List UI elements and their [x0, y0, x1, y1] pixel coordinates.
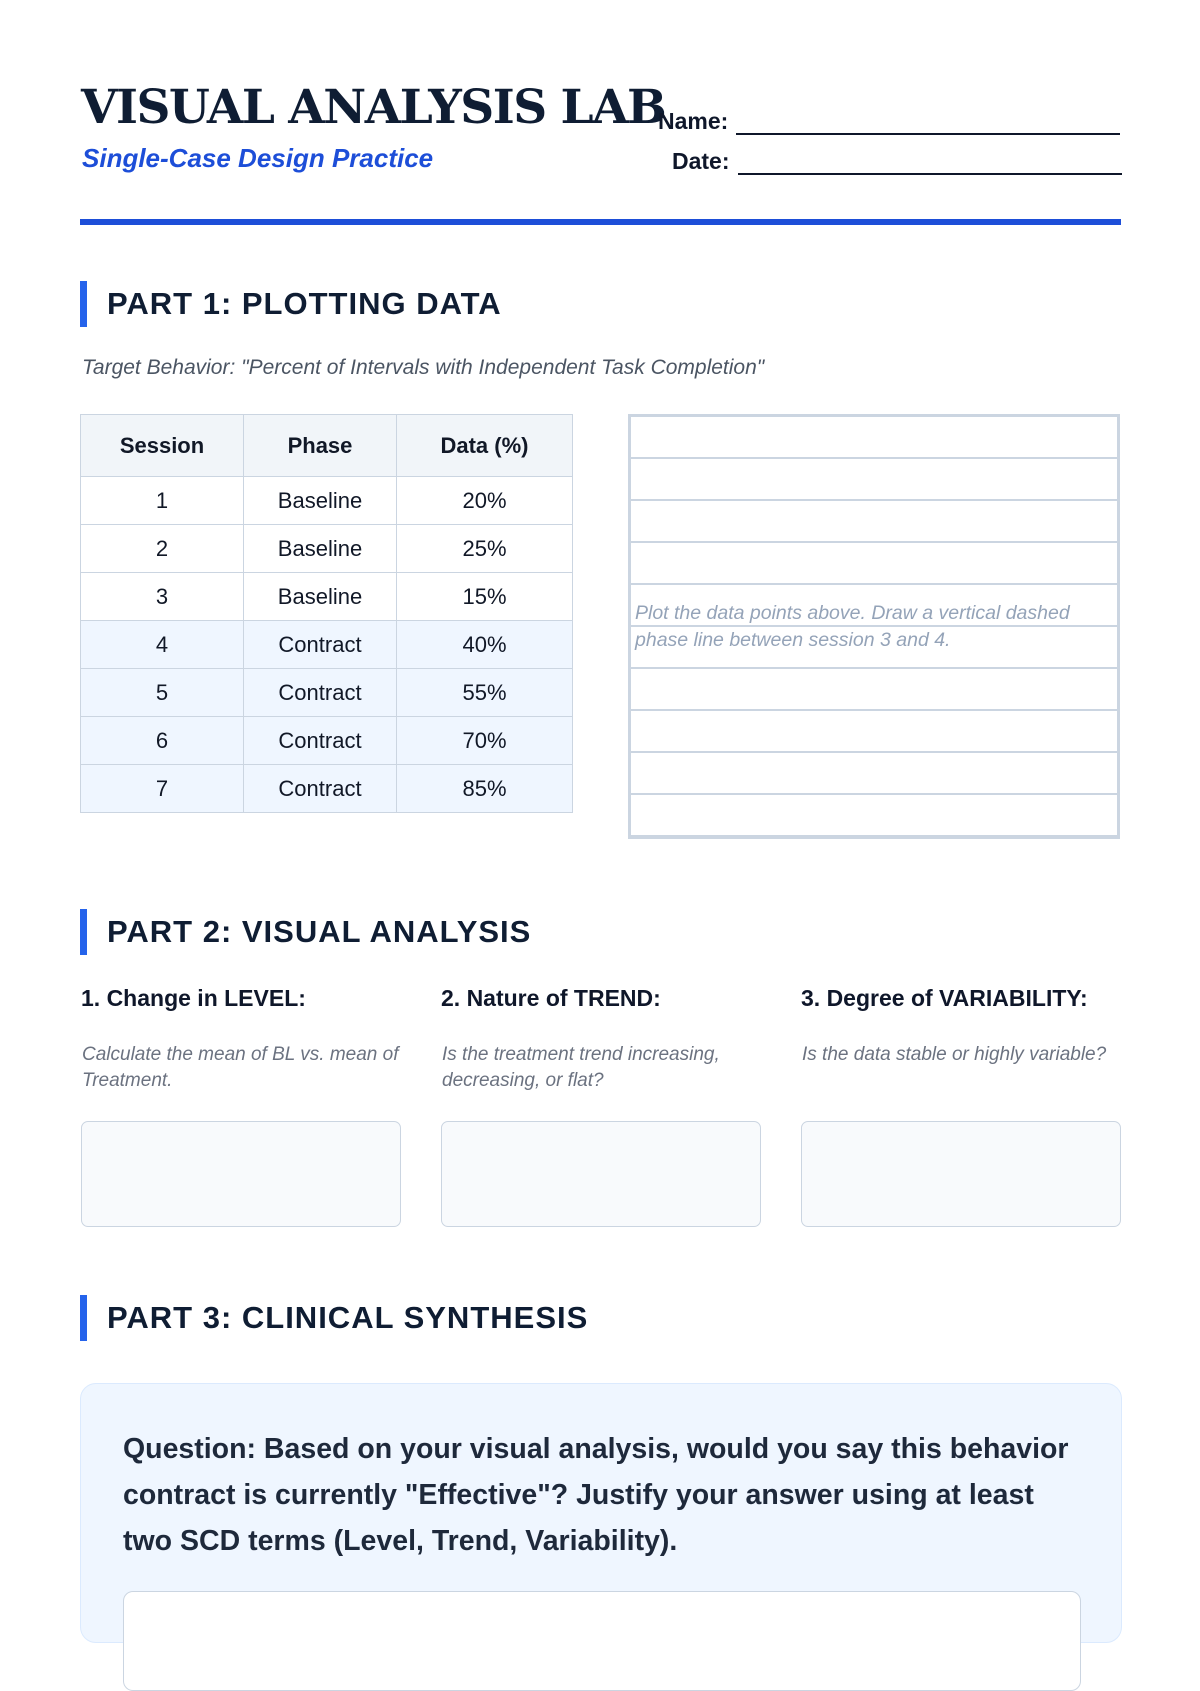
trend-answer-box[interactable]	[441, 1121, 761, 1227]
table-header-session: Session	[81, 415, 244, 477]
table-cell-data: 85%	[397, 765, 573, 813]
session-data-table	[80, 414, 573, 813]
table-cell-data: 70%	[397, 717, 573, 765]
variability-question-title: 3. Degree of VARIABILITY:	[801, 985, 1088, 1011]
name-field[interactable]	[658, 108, 1120, 135]
trend-question-title: 2. Nature of TREND:	[441, 985, 661, 1011]
table-cell-session: 6	[81, 717, 244, 765]
table-row	[81, 765, 573, 813]
table-cell-phase: Contract	[244, 621, 397, 669]
table-cell-data: 15%	[397, 573, 573, 621]
table-header-row	[81, 415, 573, 477]
table-row	[81, 477, 573, 525]
table-row	[81, 669, 573, 717]
synthesis-answer-box[interactable]	[123, 1591, 1081, 1691]
table-header-data: Data (%)	[397, 415, 573, 477]
table-cell-data: 40%	[397, 621, 573, 669]
table-cell-phase: Contract	[244, 765, 397, 813]
level-question-title: 1. Change in LEVEL:	[81, 985, 306, 1011]
table-cell-session: 2	[81, 525, 244, 573]
worksheet-title: VISUAL ANALYSIS LAB	[81, 80, 666, 135]
table-header-phase: Phase	[244, 415, 397, 477]
name-blank-line[interactable]	[736, 111, 1120, 135]
table-cell-session: 1	[81, 477, 244, 525]
table-cell-phase: Baseline	[244, 525, 397, 573]
level-question-hint: Calculate the mean of BL vs. mean of Treatment.	[82, 1044, 399, 1091]
level-answer-box[interactable]	[81, 1121, 401, 1227]
table-cell-session: 7	[81, 765, 244, 813]
table-cell-data: 55%	[397, 669, 573, 717]
part1-heading: PART 1: PLOTTING DATA	[80, 281, 502, 327]
part2-heading: PART 2: VISUAL ANALYSIS	[80, 909, 531, 955]
date-field[interactable]	[672, 148, 1122, 175]
date-label: Date:	[672, 148, 730, 174]
table-row	[81, 621, 573, 669]
table-row	[81, 717, 573, 765]
synthesis-panel	[80, 1383, 1122, 1643]
variability-question-hint: Is the data stable or highly variable?	[802, 1044, 1107, 1065]
header-divider	[80, 219, 1121, 225]
table-cell-phase: Contract	[244, 669, 397, 717]
name-label: Name:	[658, 108, 729, 134]
target-behavior: Target Behavior: "Percent of Intervals with Independent Task Completion"	[82, 356, 765, 379]
variability-answer-box[interactable]	[801, 1121, 1121, 1227]
table-cell-data: 20%	[397, 477, 573, 525]
table-cell-phase: Contract	[244, 717, 397, 765]
part3-heading: PART 3: CLINICAL SYNTHESIS	[80, 1295, 588, 1341]
table-cell-phase: Baseline	[244, 477, 397, 525]
table-cell-session: 5	[81, 669, 244, 717]
graph-instruction: Plot the data points above. Draw a vertical dashed phase line between session 3 and 4.	[635, 602, 1070, 651]
table-cell-session: 3	[81, 573, 244, 621]
table-cell-data: 25%	[397, 525, 573, 573]
table-row	[81, 525, 573, 573]
trend-question-hint: Is the treatment trend increasing, decreasing, or flat?	[442, 1044, 720, 1091]
table-cell-phase: Baseline	[244, 573, 397, 621]
date-blank-line[interactable]	[738, 151, 1122, 175]
table-cell-session: 4	[81, 621, 244, 669]
table-row	[81, 573, 573, 621]
synthesis-question: Question: Based on your visual analysis, would you say this behavior contract is currently "Effective"? Justify your answer using at least two SCD terms (Level, Trend, Variability).	[123, 1433, 1069, 1557]
worksheet-subtitle: Single-Case Design Practice	[82, 143, 434, 173]
graph-plotting-area[interactable]	[628, 414, 1120, 839]
